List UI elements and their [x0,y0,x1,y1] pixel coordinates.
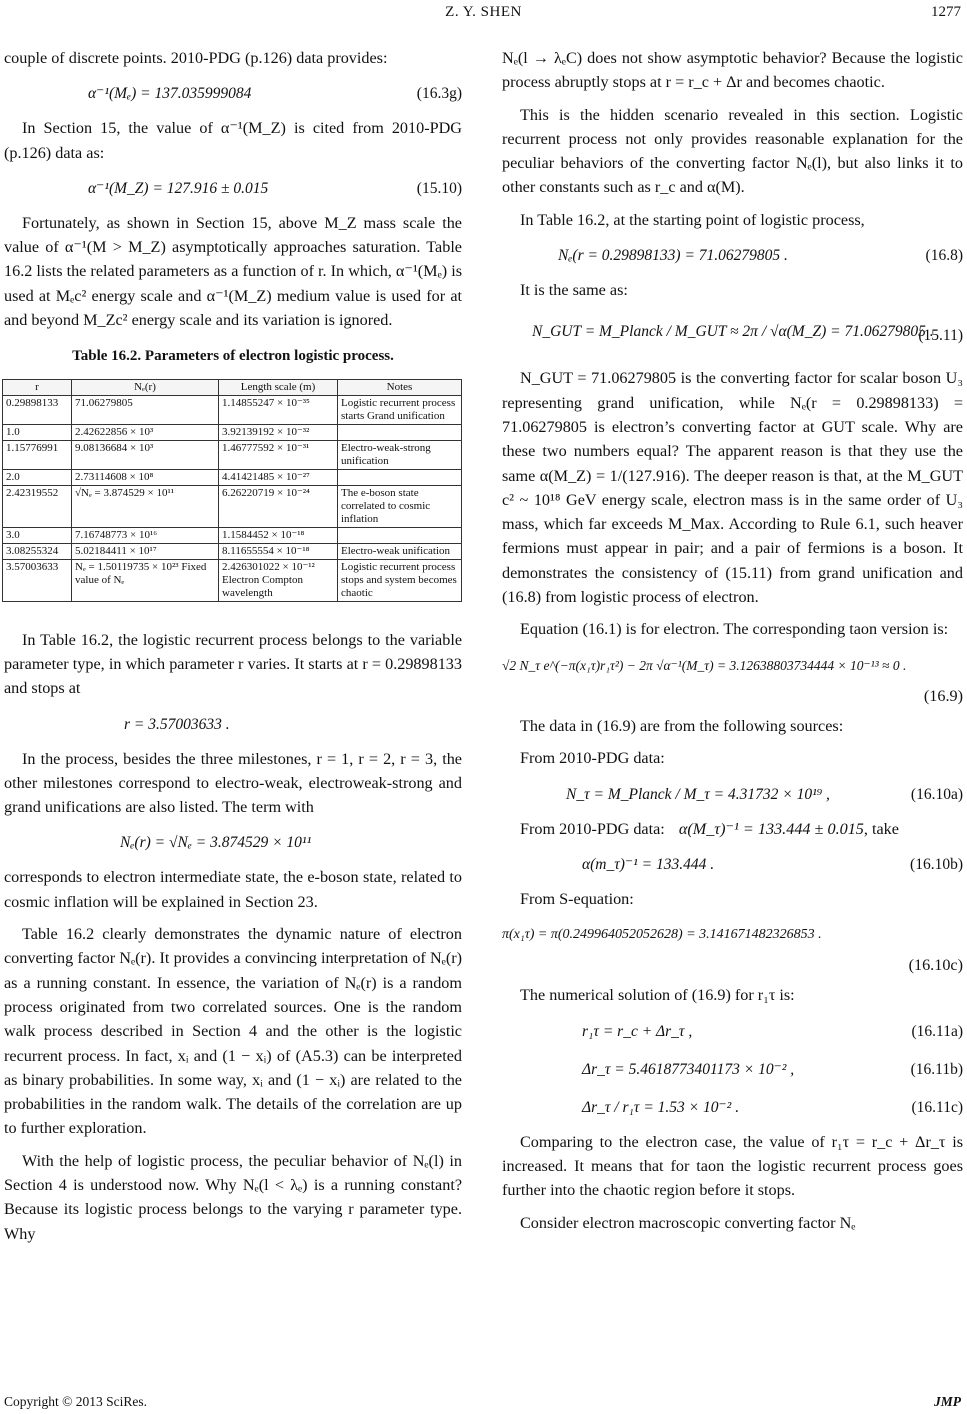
equation-number: (16.11b) [910,1060,963,1078]
paragraph: corresponds to electron intermediate state, the e-boson state, related to cosmic inflation will be explained in Section 23. [4,868,462,911]
table-cell: 1.0 [3,424,72,440]
equation-body: √2 N_τ e^(−π(x₁τ)r₁τ²) − 2π √α⁻¹(M_τ) = 3.12638803734444 × 10⁻¹³ ≈ 0 . [502,657,907,673]
table-row [3,543,462,559]
table-cell: 1.15776991 [3,440,72,469]
table-header: r [3,379,72,395]
table-cell: 1.46777592 × 10⁻³¹ [219,440,338,469]
table-cell: √Nₑ = 3.874529 × 10¹¹ [72,485,219,527]
table-cell: 3.92139192 × 10⁻³² [219,424,338,440]
equation-16-10b [502,849,963,881]
equation-body: Nₑ(r) = √Nₑ = 3.874529 × 10¹¹ [120,834,312,852]
equation-body: α⁻¹(Mₑ) = 137.035999084 [88,85,252,103]
table-cell: 1.14855247 × 10⁻³⁵ [219,395,338,424]
paragraph: With the help of logistic process, the peculiar behavior of Nₑ(l) in Section 4 is understood now. Why Nₑ(l < λₑ) is a running constant? Because its logistic process belongs to the varying r parameter type. Why [4,1151,462,1243]
paragraph: In the process, besides the three milestones, r = 1, r = 2, r = 3, the other milestones correspond to electro-weak, electroweak-strong and grand unifications are also listed. The term with [4,749,462,817]
text-run: From 2010-PDG data: [520,819,665,838]
table-cell [338,527,462,543]
paragraph: In Section 15, the value of α⁻¹(M_Z) is cited from 2010-PDG (p.126) data as: [4,119,462,162]
equation-body: N_GUT = M_Planck / M_GUT ≈ 2π / √α(M_Z) = 71.06279805 . [532,323,934,341]
equation-16-9 [502,650,963,682]
copyright-notice: Copyright © 2013 SciRes. [4,1394,148,1409]
table-header: Notes [338,379,462,395]
equation-number: (16.10b) [910,855,963,873]
paragraph: This is the hidden scenario revealed in this section. Logistic recurrent process not only provides reasonable explanation for the peculiar behaviors of the converting factor Nₑ(l), but also links it to other constants such as r_c and α(M). [502,105,963,197]
table-cell: 3.57003633 [3,559,72,601]
table-cell: 2.42319552 [3,485,72,527]
table-cell: 2.73114608 × 10⁸ [72,469,219,485]
table-cell: 4.41421485 × 10⁻²⁷ [219,469,338,485]
paragraph: couple of discrete points. 2010-PDG (p.126) data provides: [4,49,388,67]
paragraph: Consider electron macroscopic converting factor Nₑ [520,1213,856,1232]
equation-body: r = 3.57003633 . [124,715,230,733]
text-run: , take [863,819,899,838]
table-row [3,395,462,424]
table-cell: 9.08136684 × 10³ [72,440,219,469]
table-cell: 3.08255324 [3,543,72,559]
table-cell: 6.26220719 × 10⁻²⁴ [219,485,338,527]
table-title: Table 16.2. Parameters of electron logistic process. [72,348,394,365]
equation-16-3g [4,78,462,110]
table-row [3,485,462,527]
equation-number: (16.8) [925,247,963,265]
equation-16-11b [502,1054,963,1086]
table-cell: 8.11655554 × 10⁻¹⁸ [219,543,338,559]
equation-body: α(m_τ)⁻¹ = 133.444 . [582,855,715,873]
journal-abbrev: JMP [934,1394,961,1409]
equation-body: N_τ = M_Planck / M_τ = 4.31732 × 10¹⁹ , [566,785,830,803]
table-cell: Logistic recurrent process starts Grand unification [338,395,462,424]
equation-body: Nₑ(r = 0.29898133) = 71.06279805 . [558,247,788,265]
equation-16-10c [502,919,963,951]
table-cell: Electro-weak-strong unification [338,440,462,469]
equation-16-8 [502,240,963,272]
paragraph: N_GUT = 71.06279805 is the converting factor for scalar boson U₃ representing grand unification, while Nₑ(r = 0.29898133) = 71.06279805 is electron’s converting factor at GUT scale. Why are these two numbers equal? The apparent reason is that they use the same α(M_Z) = 1/(127.916). The deeper reason is that, at the M_GUT c² ~ 10¹⁸ GeV energy scale, electron mass is in the same order of U₃ mass, which far exceeds M_Max. According to Rule 6.1, such heaver fermions must appear in pair; and a pair of fermions is a boson. It demonstrates the consistency of (15.11) from grand unification and (16.8) from logistic process of electron. [502,369,963,607]
table-cell: 71.06279805 [72,395,219,424]
paragraph: From S-equation: [520,889,634,908]
equation-number: (16.10a) [910,785,963,803]
inline-equation: α(M_τ)⁻¹ = 133.444 ± 0.015 [678,819,864,838]
table-cell: 2.0 [3,469,72,485]
table-cell: Nₑ = 1.50119735 × 10²³ Fixed value of Nₑ [72,559,219,601]
table-cell: 2.426301022 × 10⁻¹² Electron Compton wavelength [219,559,338,601]
table-header: Nₑ(r) [72,379,219,395]
table-header: Length scale (m) [219,379,338,395]
paragraph: Table 16.2 clearly demonstrates the dynamic nature of electron converting factor Nₑ(r). It provides a convincing interpretation of Nₑ(r) as a running constant. In essence, the variation of Nₑ(r) is a random process originated from two correlated sources. One is the random walk process described in Section 4 and the other is the logistic recurrent process. In fact, xᵢ and (1 − xᵢ) of (A5.3) can be interpreted as binary probabilities. In some way, xᵢ and (1 − xᵢ) are related to the probabilities in the random walk. The details of the correlation are up to further exploration. [4,925,462,1138]
equation-body: Δr_τ / r₁τ = 1.53 × 10⁻² . [582,1098,740,1116]
equation-stop [4,709,462,741]
table-cell: 2.42622856 × 10³ [72,424,219,440]
parameters-table [2,379,462,602]
table-cell: Logistic recurrent process stops and system becomes chaotic [338,559,462,601]
equation-16-10a [502,779,963,811]
paragraph: Fortunately, as shown in Section 15, above M_Z mass scale the value of α⁻¹(M > M_Z) asymptotically approaches saturation. Table 16.2 lists the related parameters as a function of r. In which, α⁻¹(Mₑ) is used at Mₑc² energy scale and α⁻¹(M_Z) medium value is used for at and beyond M_Zc² energy scale and its variation is ignored. [4,213,462,330]
equation-16-11a [502,1016,963,1048]
table-cell: 3.0 [3,527,72,543]
equation-body: Δr_τ = 5.4618773401173 × 10⁻² , [582,1060,795,1078]
table-cell: 5.02184411 × 10¹⁷ [72,543,219,559]
table-cell: 7.16748773 × 10¹⁶ [72,527,219,543]
table-header-row [3,379,462,395]
equation-number: (16.9) [923,686,963,705]
equation-number: (15.11) [918,327,963,345]
equation-number: (16.10c) [908,956,963,975]
table-cell: 0.29898133 [3,395,72,424]
paragraph: It is the same as: [520,281,628,300]
left-column [4,46,462,1254]
equation-body: r₁τ = r_c + Δr_τ , [582,1022,693,1040]
table-cell: Electro-weak unification [338,543,462,559]
paragraph: Comparing to the electron case, the value of r₁τ = r_c + Δr_τ is increased. It means that for taon the logistic recurrent process goes further into the chaotic region before it stops. [502,1132,963,1200]
table-cell [338,424,462,440]
equation-number: (16.11c) [911,1098,963,1116]
table-cell: The e-boson state correlated to cosmic inflation [338,485,462,527]
table-row [3,469,462,485]
right-column [502,46,963,1243]
paragraph: The numerical solution of (16.9) for r₁τ is: [520,986,795,1005]
table-cell: 1.1584452 × 10⁻¹⁸ [219,527,338,543]
table-row [3,424,462,440]
equation-number: (16.11a) [911,1022,963,1040]
paragraph: Nₑ(l → λₑC) does not show asymptotic behavior? Because the logistic process abruptly stops at r = r_c + Δr and becomes chaotic. [502,49,963,92]
equation-number: (15.10) [416,179,462,197]
running-title: Z. Y. SHEN [445,4,522,20]
table-row [3,440,462,469]
equation-intermediate [4,827,462,859]
table-cell [338,469,462,485]
equation-15-10 [4,173,462,205]
paragraph: Equation (16.1) is for electron. The corresponding taon version is: [520,620,949,639]
paragraph: From 2010-PDG data: [520,749,665,768]
table-row [3,559,462,601]
equation-body: α⁻¹(M_Z) = 127.916 ± 0.015 [88,179,269,197]
page-header [0,4,967,26]
table-row [3,527,462,543]
paragraph: In Table 16.2, at the starting point of logistic process, [520,210,865,229]
page-number: 1277 [931,4,961,20]
equation-number: (16.3g) [416,85,462,103]
equation-15-11 [502,310,963,360]
equation-16-11c [502,1092,963,1124]
paragraph: In Table 16.2, the logistic recurrent process belongs to the variable parameter type, in which parameter r varies. It starts at r = 0.29898133 and stops at [4,630,462,698]
paragraph [502,817,963,841]
equation-body: π(x₁τ) = π(0.249964052052628) = 3.141671482326853 . [502,927,822,943]
paragraph: The data in (16.9) are from the following sources: [520,716,844,735]
